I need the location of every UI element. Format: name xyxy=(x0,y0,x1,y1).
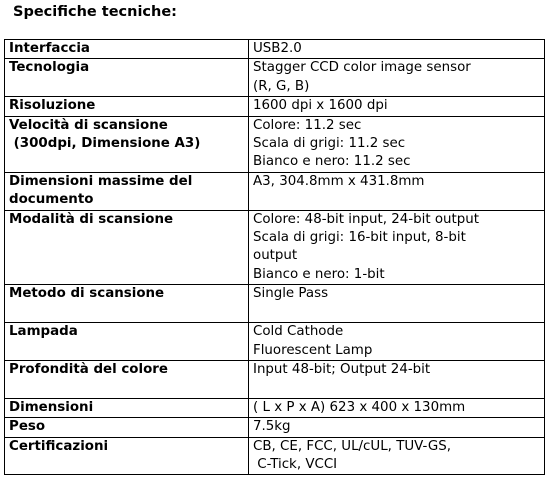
label-line: Risoluzione xyxy=(9,98,96,114)
label-line: Lampada xyxy=(9,324,78,340)
value-line: Colore: 11.2 sec xyxy=(253,117,362,133)
value-line: Scala di grigi: 16-bit input, 8-bit xyxy=(253,230,466,246)
value-line: Bianco e nero: 11.2 sec xyxy=(253,154,411,170)
spec-value xyxy=(249,97,545,116)
spec-label xyxy=(5,360,249,398)
label-line: Dimensioni xyxy=(9,399,94,415)
value-line: 1600 dpi x 1600 dpi xyxy=(253,98,388,114)
label-line: Peso xyxy=(9,419,46,435)
label-line: Tecnologia xyxy=(9,60,90,76)
value-line: Input 48-bit; Output 24-bit xyxy=(253,361,431,377)
spec-label xyxy=(5,116,249,172)
label-line: documento xyxy=(9,192,94,208)
table-row xyxy=(5,59,545,97)
table-row xyxy=(5,285,545,323)
value-line xyxy=(253,379,540,397)
table-row xyxy=(5,40,545,59)
value-line: Cold Cathode xyxy=(253,324,344,340)
spec-label xyxy=(5,398,249,417)
table-row xyxy=(5,418,545,437)
spec-value xyxy=(249,437,545,475)
table-row xyxy=(5,210,545,285)
spec-label xyxy=(5,172,249,210)
value-line: CB, CE, FCC, UL/cUL, TUV-GS, xyxy=(253,438,452,454)
table-row xyxy=(5,97,545,116)
label-line: Interfaccia xyxy=(9,41,90,56)
spec-value xyxy=(249,323,545,361)
label-line: Velocità di scansione xyxy=(9,117,168,133)
table-row xyxy=(5,172,545,210)
label-line: (300dpi, Dimensione A3) xyxy=(9,136,201,152)
spec-value xyxy=(249,398,545,417)
spec-value xyxy=(249,360,545,398)
value-line: ( L x P x A) 623 x 400 x 130mm xyxy=(253,399,466,415)
table-row xyxy=(5,360,545,398)
value-line xyxy=(253,304,540,322)
spec-label xyxy=(5,40,249,59)
spec-value xyxy=(249,210,545,285)
value-line: C-Tick, VCCI xyxy=(253,456,338,472)
label-line: Metodo di scansione xyxy=(9,286,165,302)
spec-value xyxy=(249,285,545,323)
label-line: Certificazioni xyxy=(9,438,109,454)
value-line: USB2.0 xyxy=(253,41,302,56)
spec-label xyxy=(5,418,249,437)
value-line: 7.5kg xyxy=(253,419,291,435)
value-line: A3, 304.8mm x 431.8mm xyxy=(253,173,425,189)
spec-label xyxy=(5,210,249,285)
specifications-table-body xyxy=(5,40,545,475)
value-line: Colore: 48-bit input, 24-bit output xyxy=(253,211,479,227)
label-line: Profondità del colore xyxy=(9,361,168,377)
section-heading: Specifiche tecniche: xyxy=(13,4,177,20)
spec-value xyxy=(249,59,545,97)
specifications-table xyxy=(4,39,545,475)
spec-value xyxy=(249,418,545,437)
table-row xyxy=(5,323,545,361)
table-row xyxy=(5,437,545,475)
spec-value xyxy=(249,40,545,59)
table-row xyxy=(5,398,545,417)
value-line: Bianco e nero: 1-bit xyxy=(253,266,385,282)
label-line: Dimensioni massime del xyxy=(9,173,193,189)
value-line: Fluorescent Lamp xyxy=(253,342,373,358)
spec-label xyxy=(5,59,249,97)
value-line: (R, G, B) xyxy=(253,78,310,94)
spec-label xyxy=(5,323,249,361)
spec-label xyxy=(5,437,249,475)
spec-label xyxy=(5,285,249,323)
table-row xyxy=(5,116,545,172)
spec-value xyxy=(249,116,545,172)
value-line: Stagger CCD color image sensor xyxy=(253,60,471,76)
value-line: Single Pass xyxy=(253,286,329,302)
value-line: Scala di grigi: 11.2 sec xyxy=(253,136,406,152)
label-line: Modalità di scansione xyxy=(9,211,174,227)
spec-label xyxy=(5,97,249,116)
value-line: output xyxy=(253,248,298,264)
spec-value xyxy=(249,172,545,210)
